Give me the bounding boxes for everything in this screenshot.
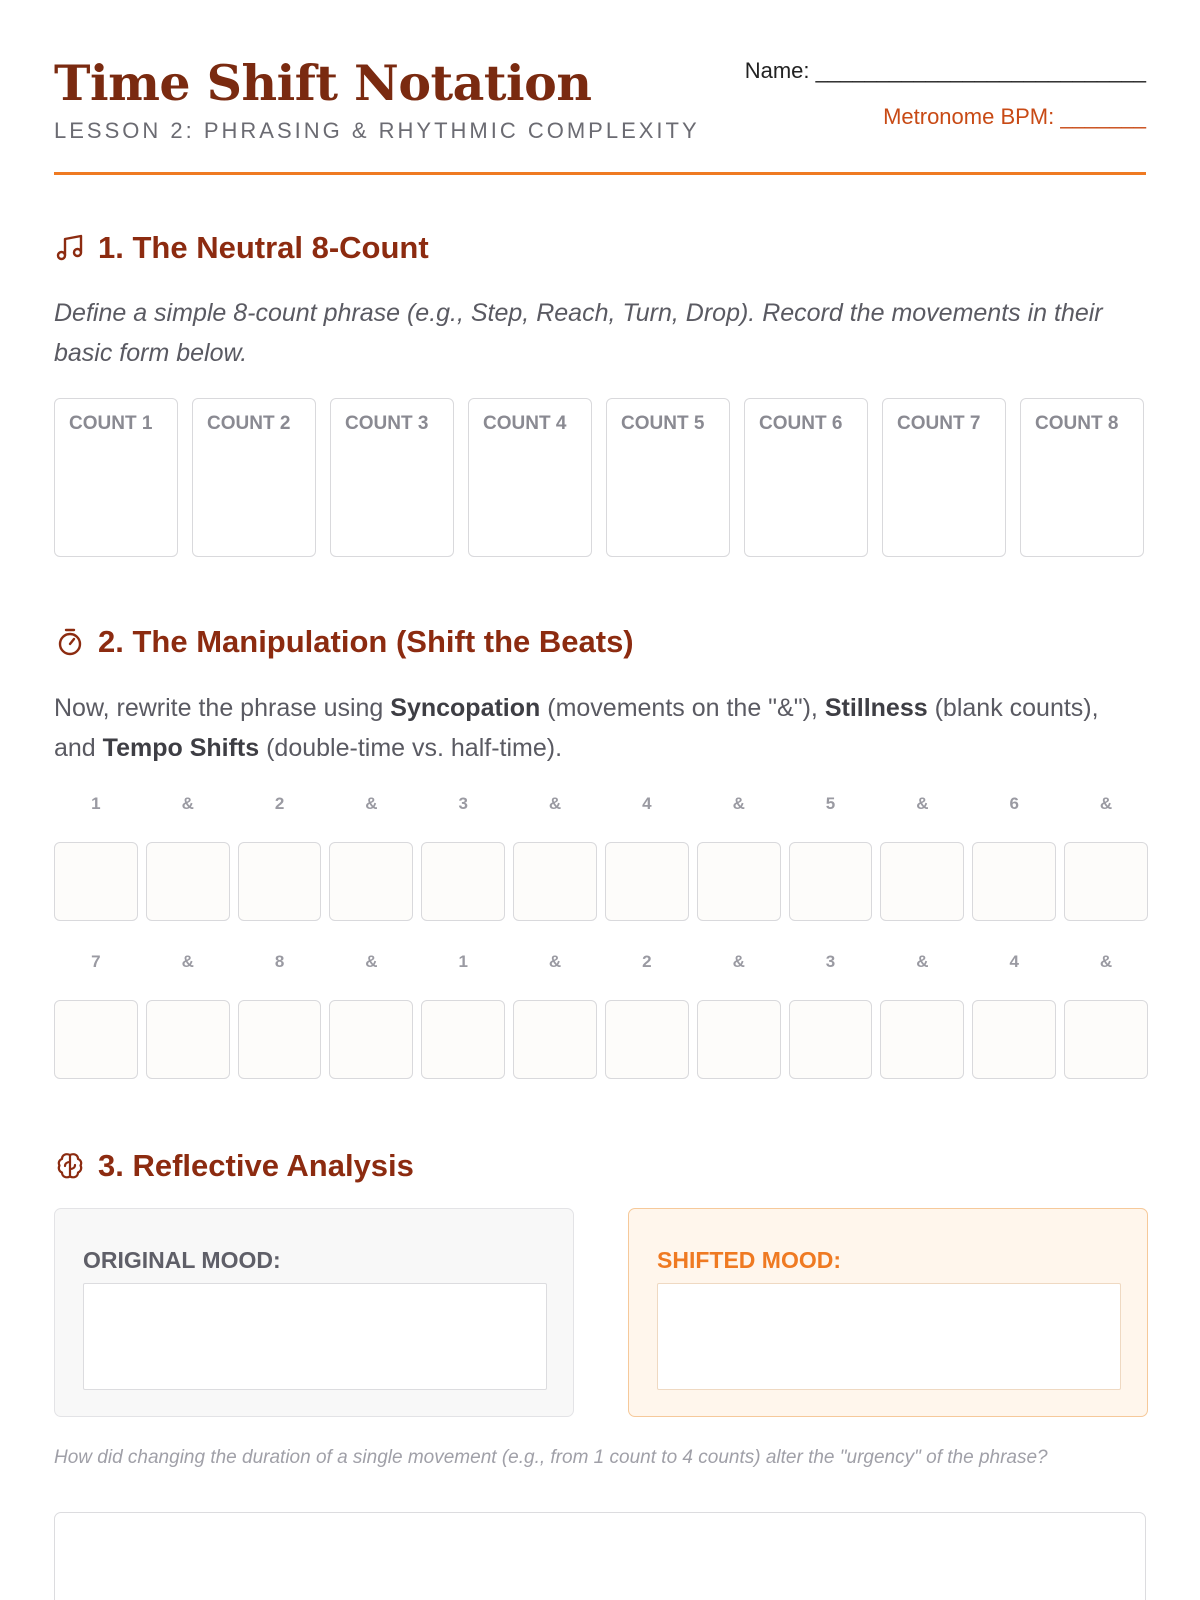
count-box[interactable]: [192, 398, 316, 557]
name-field[interactable]: Name: ___________________________: [744, 58, 1146, 83]
count-box[interactable]: [744, 398, 868, 557]
beat-labels-row-1: [54, 794, 1148, 814]
desc-bold-stillness: Stillness: [824, 694, 928, 722]
count-box[interactable]: [330, 398, 454, 557]
count-label: COUNT 1: [69, 413, 153, 434]
section-2-title: 2. The Manipulation (Shift the Beats): [98, 624, 634, 659]
beat-label: &: [365, 952, 378, 971]
count-label: COUNT 6: [759, 413, 843, 434]
beat-label: &: [365, 794, 378, 813]
beat-label: &: [548, 794, 562, 813]
metronome-bpm-field[interactable]: Metronome BPM: _______: [883, 104, 1146, 129]
count-box[interactable]: [468, 398, 592, 557]
beat-label: &: [1099, 794, 1113, 813]
beat-label: 2: [642, 952, 652, 971]
beat-label: 7: [91, 952, 101, 971]
section-3-header: [54, 1148, 414, 1184]
beat-label: 1: [458, 952, 468, 971]
beat-label: &: [732, 952, 745, 971]
beat-label: 2: [274, 794, 285, 813]
beat-label: 8: [274, 952, 285, 971]
beat-cell[interactable]: [146, 842, 230, 921]
beat-cell[interactable]: [789, 1000, 873, 1079]
count-label: COUNT 5: [621, 413, 705, 434]
desc-bold-tempo-shifts: Tempo Shifts: [102, 734, 260, 762]
section-1-header: [54, 230, 429, 266]
beat-label: 4: [1009, 952, 1019, 971]
beat-cells-row-1: [54, 842, 1148, 921]
shifted-mood-card: [628, 1208, 1148, 1417]
beat-labels-row-2: [54, 952, 1148, 972]
beat-label: 4: [642, 794, 652, 813]
beat-cell[interactable]: [238, 1000, 322, 1079]
header-divider: [54, 172, 1146, 175]
beat-cell[interactable]: [421, 1000, 505, 1079]
count-label: COUNT 8: [1035, 413, 1119, 434]
beat-cell[interactable]: [972, 842, 1056, 921]
beat-cell[interactable]: [421, 842, 505, 921]
beat-label: 3: [825, 952, 836, 971]
beat-cell[interactable]: [54, 1000, 138, 1079]
section-1-description: Define a simple 8-count phrase (e.g., Step, Reach, Turn, Drop). Record the movements in their basic form below.: [54, 299, 1103, 367]
beat-cell[interactable]: [146, 1000, 230, 1079]
section-3-title: 3. Reflective Analysis: [98, 1148, 414, 1183]
beat-label: &: [1099, 952, 1113, 971]
beat-label: 5: [825, 794, 836, 813]
beat-label: &: [181, 794, 194, 813]
lesson-subtitle: LESSON 2: PHRASING & RHYTHMIC COMPLEXITY: [54, 118, 700, 143]
beat-cell[interactable]: [54, 842, 138, 921]
beat-label: 6: [1009, 794, 1019, 813]
beat-label: &: [916, 794, 929, 813]
desc-bold-syncopation: Syncopation: [390, 694, 541, 722]
beat-cell[interactable]: [605, 1000, 689, 1079]
beat-label: 3: [458, 794, 468, 813]
beat-cell[interactable]: [697, 1000, 781, 1079]
beat-label: 1: [91, 794, 101, 813]
beat-cell[interactable]: [238, 842, 322, 921]
shifted-mood-label: SHIFTED MOOD:: [657, 1247, 841, 1273]
count-label: COUNT 7: [897, 413, 981, 434]
beat-cell[interactable]: [697, 842, 781, 921]
beat-cell[interactable]: [329, 842, 413, 921]
desc-text: (blank counts), and: [54, 694, 1099, 762]
section-1-title: 1. The Neutral 8-Count: [98, 230, 429, 265]
count-grid: [54, 398, 1148, 557]
music-note-icon: [54, 232, 86, 264]
count-box[interactable]: [606, 398, 730, 557]
shifted-mood-input[interactable]: [657, 1283, 1121, 1390]
desc-text: Now, rewrite the phrase using: [54, 694, 391, 722]
reflection-answer-box[interactable]: [54, 1512, 1146, 1600]
section-2-description: [54, 688, 1146, 768]
beat-label: &: [548, 952, 562, 971]
count-label: COUNT 3: [345, 413, 429, 434]
beat-cell[interactable]: [329, 1000, 413, 1079]
original-mood-label: ORIGINAL MOOD:: [83, 1247, 281, 1273]
section-2-header: [54, 624, 634, 660]
count-label: COUNT 4: [483, 413, 567, 434]
beat-cell[interactable]: [1064, 1000, 1148, 1079]
reflection-question: How did changing the duration of a single movement (e.g., from 1 count to 4 counts) alter the "urgency" of the phrase?: [54, 1447, 1048, 1468]
beat-cell[interactable]: [789, 842, 873, 921]
beat-cell[interactable]: [880, 842, 964, 921]
beat-label: &: [916, 952, 929, 971]
beat-cell[interactable]: [880, 1000, 964, 1079]
brain-icon: [54, 1150, 86, 1182]
beat-cell[interactable]: [605, 842, 689, 921]
count-label: COUNT 2: [207, 413, 291, 434]
original-mood-input[interactable]: [83, 1283, 547, 1390]
beat-cell[interactable]: [972, 1000, 1056, 1079]
beat-label: &: [181, 952, 194, 971]
beat-cell[interactable]: [513, 842, 597, 921]
desc-text: (double-time vs. half-time).: [259, 734, 563, 762]
page-title: Time Shift Notation: [54, 54, 592, 112]
count-box[interactable]: [882, 398, 1006, 557]
stopwatch-icon: [54, 626, 86, 658]
desc-text: (movements on the "&"),: [540, 694, 825, 722]
beat-cell[interactable]: [513, 1000, 597, 1079]
count-box[interactable]: [54, 398, 178, 557]
original-mood-card: [54, 1208, 574, 1417]
beat-cells-row-2: [54, 1000, 1148, 1079]
count-box[interactable]: [1020, 398, 1144, 557]
beat-label: &: [732, 794, 745, 813]
beat-cell[interactable]: [1064, 842, 1148, 921]
